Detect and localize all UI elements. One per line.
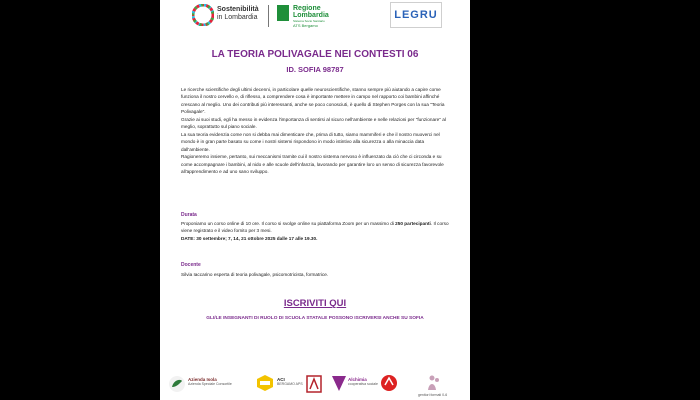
flyer-page: [160, 0, 470, 400]
course-dates: DATE: 30 settembre; 7, 14, 21 ottobre 2025 dalle 17 alle 19.30.: [181, 235, 318, 241]
page-subtitle: ID. SOFIA 98787: [286, 65, 344, 74]
alchimia-triangle-icon: [331, 374, 347, 392]
paragraph: Ragioneremo insieme, pertanto, sui meccanismi tramite cui il nostro sistema nervoso è influenzato da ciò che ci circonda e su come accompagnare i bambini, al nido e alle scuole dell'infanzia, lavorando per garantire loro un senso di sicurezza favorevole all'apprendimento e ad uno sano sviluppo.: [181, 154, 444, 174]
red-circle-icon: [380, 373, 398, 393]
logo-aci: ACI BERGAMO APS: [277, 377, 303, 386]
docente-heading: Docente: [181, 262, 201, 268]
logo-regione-lombardia: Regione Lombardia Sistema Socio Sanitario ATS Bergamo: [293, 5, 329, 28]
sdg-wheel-icon: [192, 4, 214, 26]
paragraph: La sua teoria evidenzia come non si debba mai dimenticare che, prima di tutto, siamo mammiferi e che il nostro muoverci nel mondo è in gran parte basato su come i nostri sistemi rispondono in modo istintivo alla sicurezza o alla minaccia data dall'ambiente.: [181, 131, 440, 152]
sofia-note: GLI/LE INSEGNANTI DI RUOLO DI SCUOLA STATALE POSSONO ISCRIVERSI ANCHE SU SOFIA: [206, 316, 424, 321]
logo-divider: [268, 5, 269, 27]
logo-alchimia: Alchimia cooperativa sociale: [348, 377, 378, 386]
docente-text: Silvia Iaccarino esperta di teoria polivagale, psicomotricista, formatrice.: [181, 272, 329, 277]
durata-text: Proponiamo un corso online di 10 ore. Il corso si svolge online su piattaforma Zoom per un massimo di 250 partecipanti. Il corso viene registrato e il video fornito per 3 mesi. DATE: 30 settembre; 7, 14, 21 ottobre 2025 dalle 17 alle 19.30.: [181, 220, 451, 242]
isola-leaf-icon: [168, 375, 186, 393]
paragraph: Le ricerche scientifiche degli ultimi decenni, in particolare quelle neuroscientifiche, stanno sempre più aiutando a capire come funziona il nostro cervello e, di riflesso, a comprendere cosa è importante mettere in campo nel rapporto coi bambini affinché crescano al meglio. Uno dei contributi più interessanti, anche se poco conosciuti, è quello di Stephen Porges con la sua "Teoria Polivagale".: [181, 87, 445, 115]
logo-legru: LEGRU: [390, 2, 442, 28]
aci-badge-icon: [256, 374, 274, 392]
family-icon: [425, 373, 443, 391]
register-link[interactable]: ISCRIVITI QUI: [283, 298, 347, 309]
top-logos: [160, 2, 470, 32]
red-mark-icon: [306, 375, 322, 393]
description: [181, 86, 451, 175]
logo-azienda-isola: Azienda Isola Azienda Speciale Consortile: [188, 377, 232, 386]
paragraph: Grazie ai suoi studi, egli ha messo in evidenza l'importanza di sentirsi al sicuro nell'ambiente e nelle relazioni per "funzionare" al meglio, soprattutto sul piano sociale.: [181, 116, 446, 130]
logo-genitori: genitori formati 0-6: [418, 393, 448, 397]
logo-sostenibilita: Sostenibilità in Lombardia: [217, 6, 259, 21]
lombardia-rose-icon: [277, 5, 289, 21]
durata-heading: Durata: [181, 212, 197, 218]
footer-logos: [160, 372, 470, 400]
page-title: LA TEORIA POLIVAGALE NEI CONTESTI 06: [211, 49, 419, 60]
